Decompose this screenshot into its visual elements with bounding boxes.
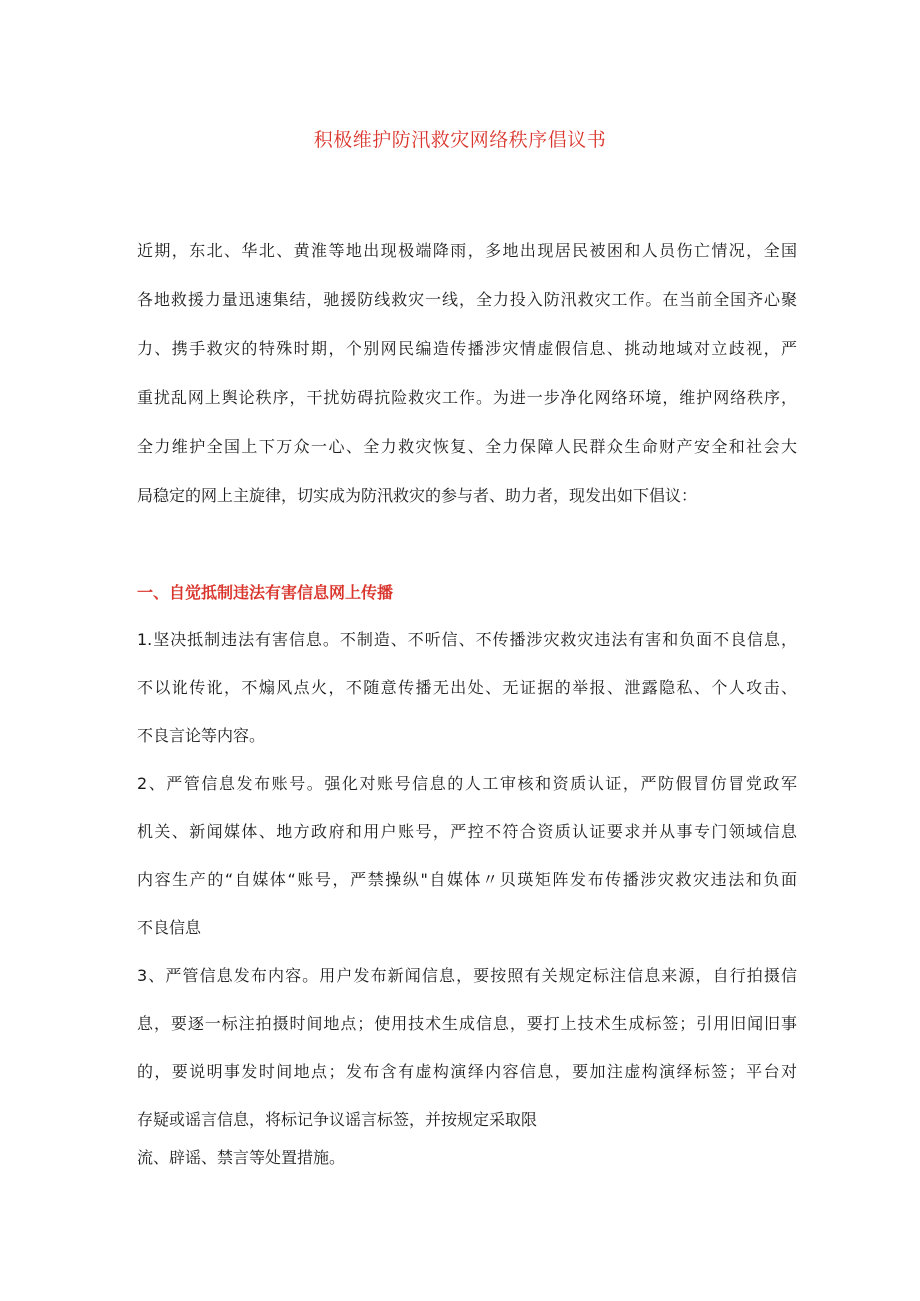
item3-line: 3、严管信息发布内容。用户发布新闻信息，要按照有关规定标注信息来源，自行拍摄信 [137, 966, 797, 985]
item3-line: 的，要说明事发时间地点；发布含有虚构演绎内容信息，要加注虚构演绎标签；平台对 [137, 1062, 797, 1081]
intro-paragraph [137, 240, 797, 534]
intro-line: 局稳定的网上主旋律，切实成为防汛救灾的参与者、助力者，现发出如下倡议： [137, 486, 698, 505]
intro-line: 重扰乱网上舆论秩序，干扰妨碍抗险救灾工作。为进一步净化网络环境，维护网络秩序， [137, 388, 797, 407]
item3-line: 存疑或谣言信息，将标记争议谣言标签，并按规定采取限 [137, 1110, 538, 1129]
item3-line: 流、辟谣、禁言等处置措施。 [137, 1148, 346, 1167]
section-heading: 一、自觉抵制违法有害信息网上传播 [137, 583, 394, 602]
intro-line: 全力维护全国上下万众一心、全力救灾恢复、全力保障人民群众生命财产安全和社会大 [137, 437, 797, 456]
item2-line: 不良信息 [137, 918, 202, 937]
item2-line: 内容生产的“自媒体“账号，严禁操纵"自媒体〃贝瑛矩阵发布传播涉灾救灾违法和负面 [137, 870, 797, 889]
item2-line: 2、严管信息发布账号。强化对账号信息的人工审核和资质认证，严防假冒仿冒党政军 [137, 774, 797, 793]
item1-line: 1.坚决抵制违法有害信息。不制造、不听信、不传播涉灾救灾违法有害和负面不良信息， [137, 630, 797, 649]
intro-line: 各地救援力量迅速集结，驰援防线救灾一线，全力投入防汛救灾工作。在当前全国齐心聚 [137, 290, 797, 309]
item1-line: 不以讹传讹，不煽风点火，不随意传播无出处、无证据的举报、泄露隐私、个人攻击、 [137, 678, 797, 697]
intro-line: 力、携手救灾的特殊时期，个别网民编造传播涉灾情虚假信息、挑动地域对立歧视，严 [137, 339, 797, 358]
item3-line: 息，要逐一标注拍摄时间地点；使用技术生成信息，要打上技术生成标签；引用旧闻旧事 [137, 1014, 797, 1033]
item1-line: 不良言论等内容。 [137, 726, 266, 745]
intro-line: 近期，东北、华北、黄淮等地出现极端降雨，多地出现居民被困和人员伤亡情况，全国 [137, 241, 797, 260]
document-title: 积极维护防汛救灾网络秩序倡议书 [313, 129, 607, 151]
item2-line: 机关、新闻媒体、地方政府和用户账号，严控不符合资质认证要求并从事专门领域信息 [137, 822, 797, 841]
section-items [137, 629, 797, 1195]
